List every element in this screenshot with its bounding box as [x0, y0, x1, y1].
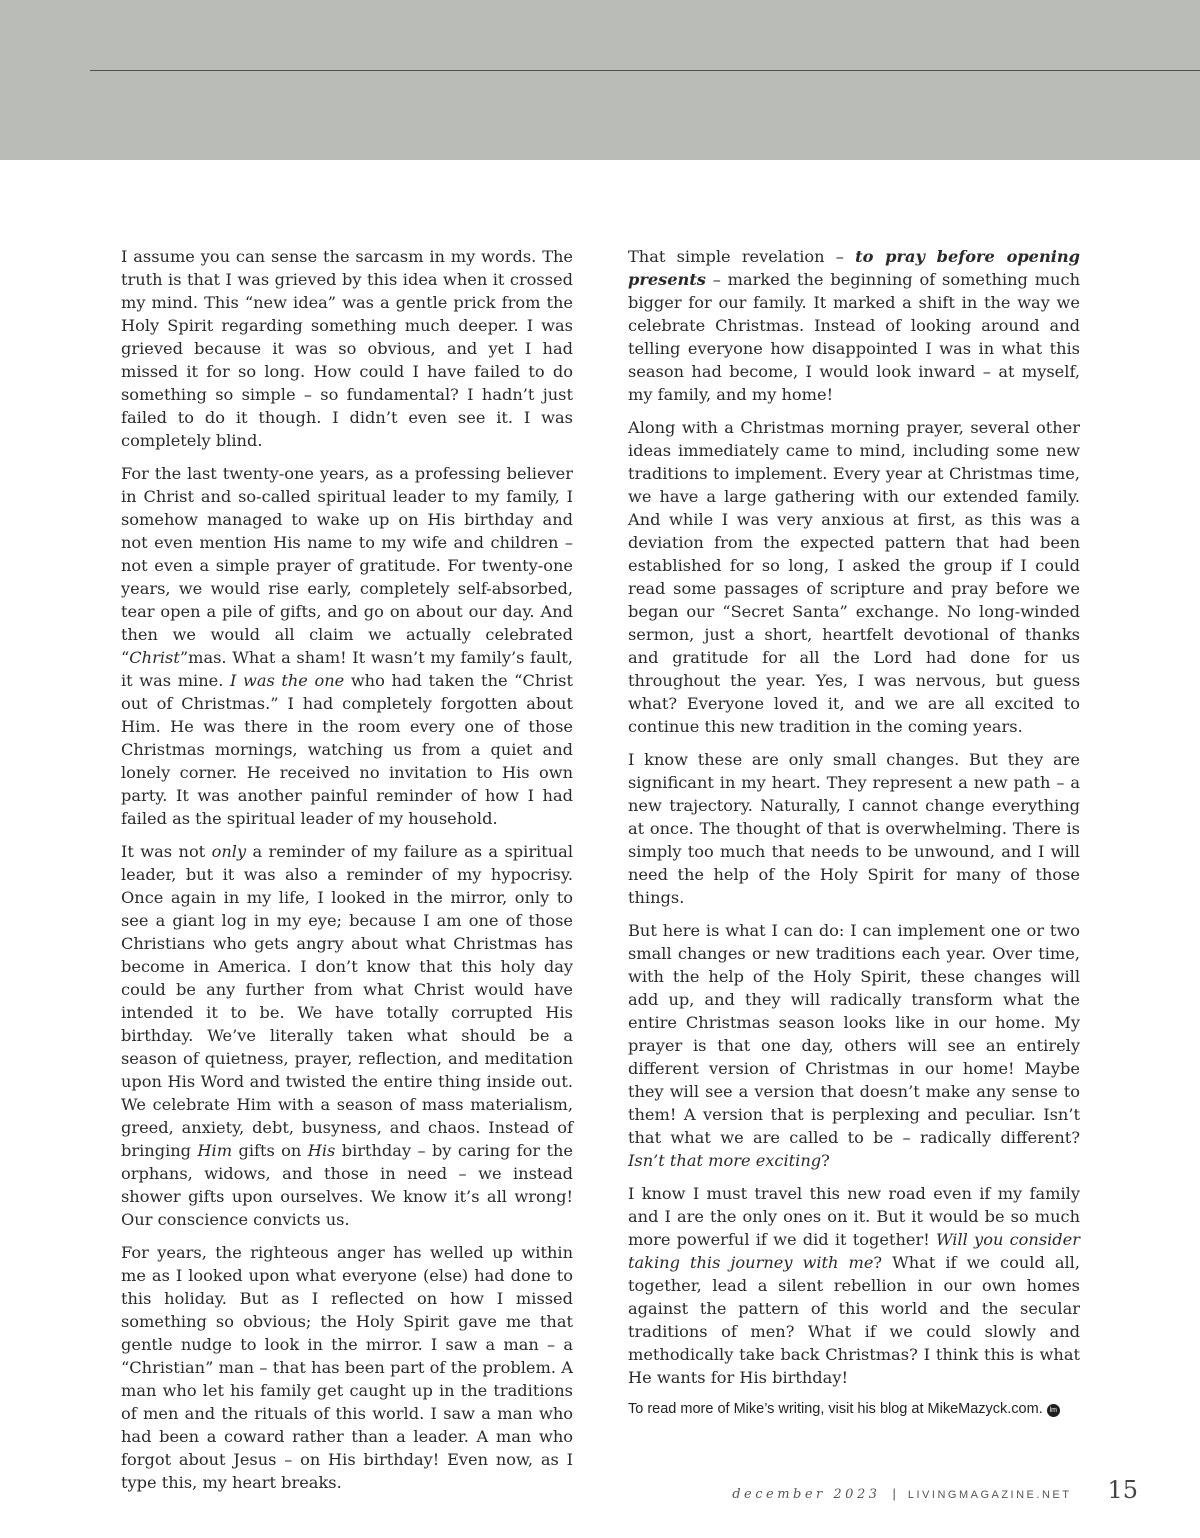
paragraph: That simple revelation – to pray before opening presents – marked the beginning of something much bigger for our family. It marked a shift in the way we celebrate Christmas. Instead of looking around and telling everyone how disappointed I was in what this season had become, I would look inward – at myself, my family, and my home!: [628, 247, 1080, 404]
issue-date: december 2023: [732, 1487, 881, 1502]
paragraph: But here is what I can do: I can implement one or two small changes or new traditions each year. Over time, with the help of the Holy Spirit, these changes will add up, and they will radically transform what the entire Christmas season looks like in our home. My prayer is that one day, others will see an entirely different version of Christmas in our home! Maybe they will see a version that doesn’t make any sense to them! A version that is perplexing and peculiar. Isn’t that what we are called to be – radically different? Isn’t that more exciting?: [628, 921, 1080, 1170]
page-number: 15: [1107, 1476, 1138, 1504]
paragraph: I know these are only small changes. But they are significant in my heart. They represent a new path – a new trajectory. Naturally, I cannot change everything at once. The thought of that is overwhelming. There is simply too much that needs to be unwound, and I will need the help of the Holy Spirit for many of those things.: [628, 750, 1080, 907]
left-column: [121, 245, 573, 1504]
author-blog-note: [628, 1399, 1080, 1419]
magazine-website: LIVINGMAGAZINE.NET: [907, 1489, 1072, 1501]
paragraph: Along with a Christmas morning prayer, several other ideas immediately came to mind, including some new traditions to implement. Every year at Christmas time, we have a large gathering with our extended family. And while I was very anxious at first, as this was a deviation from the expected pattern that had been established for so long, I asked the group if I could read some passages of scripture and pray before we began our “Secret Santa” exchange. No long-winded sermon, just a short, heartfelt devotional of thanks and gratitude for all the Lord had done for us throughout the year. Yes, I was nervous, but guess what? Everyone loved it, and we are all excited to continue this new tradition in the coming years.: [628, 418, 1080, 736]
paragraph: For the last twenty-one years, as a professing believer in Christ and so-called spiritual leader to my family, I somehow managed to wake up on His birthday and not even mention His name to my wife and children – not even a simple prayer of gratitude. For twenty-one years, we would rise early, completely self-absorbed, tear open a pile of gifts, and go on about our day. And then we would all claim we actually celebrated “Christ”mas. What a sham! It wasn’t my family’s fault, it was mine. I was the one who had taken the “Christ out of Christmas.” I had completely forgotten about Him. He was there in the room every one of those Christmas mornings, watching us from a quiet and lonely corner. He received no invitation to His own party. It was another painful reminder of how I had failed as the spiritual leader of my household.: [121, 464, 573, 828]
paragraph: I assume you can sense the sarcasm in my words. The truth is that I was grieved by this idea when it crossed my mind. This “new idea” was a gentle prick from the Holy Spirit regarding something much deeper. I was grieved because it was so obvious, and yet I had missed it for so long. How could I have failed to do something so simple – so fundamental? I hadn’t just failed to do it though. I didn’t even see it. I was completely blind.: [121, 247, 573, 450]
paragraph: For years, the righteous anger has welled up within me as I looked upon what everyone (else) had done to this holiday. But as I reflected on how I missed something so obvious; the Holy Spirit gave me that gentle nudge to look in the mirror. I saw a man – a “Christian” man – that has been part of the problem. A man who let his family get caught up in the traditions of men and the rituals of this world. I saw a man who had been a coward rather than a leader. A man who forgot about Jesus – on His birthday! Even now, as I type this, my heart breaks.: [121, 1243, 573, 1492]
page-footer: [732, 1476, 1138, 1504]
header-band: [0, 0, 1200, 160]
paragraph: It was not only a reminder of my failure as a spiritual leader, but it was also a reminder of my hypocrisy. Once again in my life, I looked in the mirror, only to see a giant log in my eye; because I am one of those Christians who gets angry about what Christmas has become in America. I don’t know that this holy day could be any further from what Christ would have intended it to be. We have totally corrupted His birthday. We’ve literally taken what should be a season of quietness, prayer, reflection, and meditation upon His Word and twisted the entire thing inside out. We celebrate Him with a season of mass materialism, greed, anxiety, debt, busyness, and chaos. Instead of bringing Him gifts on His birthday – by caring for the orphans, widows, and those in need – we instead shower gifts upon ourselves. We know it’s all wrong! Our conscience convicts us.: [121, 842, 573, 1229]
footer-separator: |: [892, 1486, 896, 1501]
end-mark-icon: lm: [1047, 1404, 1060, 1417]
blog-note-text: To read more of Mike’s writing, visit his blog at MikeMazyck.com.: [628, 1401, 1043, 1417]
header-rule: [90, 70, 1200, 71]
paragraph: I know I must travel this new road even if my family and I are the only ones on it. But it would be so much more powerful if we did it together! Will you consider taking this journey with me? What if we could all, together, lead a silent rebellion in our own homes against the pattern of this world and the secular traditions of men? What if we could slowly and methodically take back Christmas? I think this is what He wants for His birthday!: [628, 1184, 1080, 1387]
right-column: [628, 245, 1080, 1419]
